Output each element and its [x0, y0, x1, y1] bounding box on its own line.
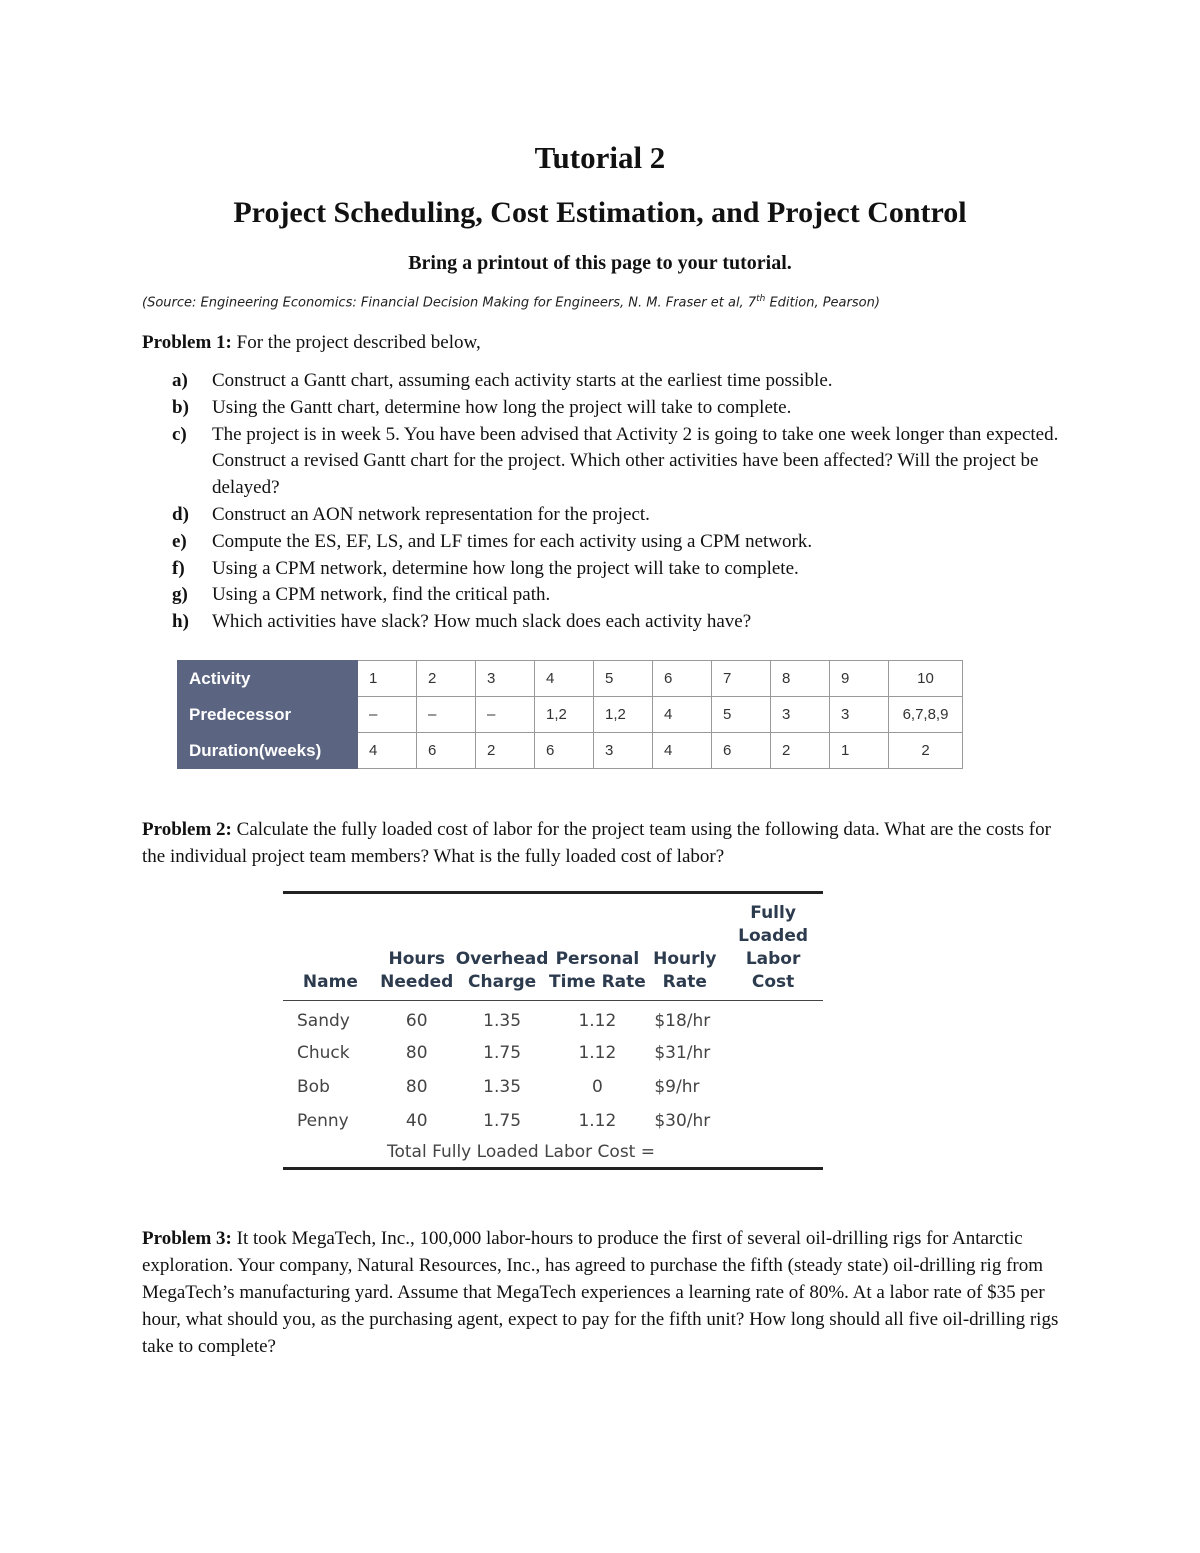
row-header: Activity [178, 661, 358, 697]
table-cell: 1,2 [594, 697, 653, 733]
list-item: a) Construct a Gantt chart, assuming each activity starts at the earliest time possible. [172, 370, 833, 391]
table-cell: 3 [594, 733, 653, 769]
table-cell: 1 [830, 733, 889, 769]
table-cell: 6 [417, 733, 476, 769]
table-cell: – [476, 697, 535, 733]
instruction-text: Bring a printout of this page to your tutorial. [408, 252, 792, 274]
cell-overhead: 1.35 [483, 1011, 522, 1031]
cell-fully-loaded [723, 1001, 823, 1038]
activity-table [177, 660, 963, 769]
cell-name: Sandy [297, 1011, 350, 1031]
total-label: Total Fully Loaded Labor Cost = [283, 1137, 823, 1169]
table-cell: 4 [653, 697, 712, 733]
table-row-duration [178, 733, 963, 769]
table-cell: 9 [830, 661, 889, 697]
table-cell: 3 [771, 697, 830, 733]
cell-personal: 1.12 [578, 1111, 617, 1131]
problem-3-label: Problem 3: [142, 1228, 232, 1249]
table-cell: 6 [653, 661, 712, 697]
row-header: Predecessor [178, 697, 358, 733]
problem-2-text: Problem 2: Calculate the fully loaded cost of labor for the project team using the following data. What are the costs for the individual project team members? What is the fully loaded cost of labor? [142, 819, 1051, 867]
table-cell: 2 [771, 733, 830, 769]
cell-personal: 1.12 [578, 1011, 617, 1031]
table-row [283, 1037, 823, 1069]
list-item: d) Construct an AON network representation for the project. [172, 503, 650, 525]
source-citation: (Source: Engineering Economics: Financial Decision Making for Engineers, N. M. Fraser et al, 7th Edition, Pearson) [142, 294, 880, 311]
table-cell: 6 [712, 733, 771, 769]
table-cell: 10 [889, 661, 963, 697]
table-cell: 4 [358, 733, 417, 769]
table-cell: 6,7,8,9 [889, 697, 963, 733]
problem-1-label: Problem 1: [142, 332, 232, 353]
page-subtitle: Project Scheduling, Cost Estimation, and Project Control [233, 196, 967, 229]
table-cell: 1,2 [535, 697, 594, 733]
cell-rate: $18/hr [654, 1011, 711, 1031]
cell-fully-loaded [723, 1037, 823, 1069]
table-cell: 2 [476, 733, 535, 769]
list-item: f) Using a CPM network, determine how long the project will take to complete. [172, 557, 799, 579]
labor-cost-table [283, 891, 823, 1170]
cell-fully-loaded [723, 1105, 823, 1137]
table-cell: – [358, 697, 417, 733]
labor-cost-table-wrap [283, 891, 823, 1170]
table-cell: 8 [771, 661, 830, 697]
list-item: b) Using the Gantt chart, determine how long the project will take to complete. [172, 396, 792, 418]
table-cell: 2 [417, 661, 476, 697]
list-item: e) Compute the ES, EF, LS, and LF times for each activity using a CPM network. [172, 530, 813, 552]
cell-name: Bob [297, 1077, 330, 1097]
table-cell: 6 [535, 733, 594, 769]
list-item: c) The project is in week 5. You have been advised that Activity 2 is going to take one week longer than expected. Construct a revised Gantt chart for the project. Which other activities have been affected? Will the project be delayed? [172, 423, 1059, 499]
table-header-row [283, 893, 823, 1001]
cell-name: Chuck [297, 1043, 350, 1063]
cell-fully-loaded [723, 1069, 823, 1105]
table-cell: 4 [535, 661, 594, 697]
table-cell: 5 [594, 661, 653, 697]
cell-hours: 80 [405, 1077, 428, 1097]
table-cell: 4 [653, 733, 712, 769]
page-title: Tutorial 2 [534, 140, 666, 175]
list-item: g) Using a CPM network, find the critical path. [172, 584, 551, 606]
problem-1-tasks [172, 368, 1062, 636]
row-header: Duration(weeks) [178, 733, 358, 769]
cell-rate: $9/hr [654, 1077, 700, 1097]
cell-overhead: 1.75 [483, 1043, 522, 1063]
column-header-name: Name [283, 893, 378, 1001]
cell-hours: 80 [405, 1043, 428, 1063]
cell-hours: 60 [405, 1011, 428, 1031]
table-cell: – [417, 697, 476, 733]
column-header-overhead: Overhead Charge [456, 893, 549, 1001]
column-header-hourly: Hourly Rate [646, 893, 723, 1001]
column-header-hours: Hours Needed [378, 893, 456, 1001]
problem-2-label: Problem 2: [142, 819, 232, 840]
cell-overhead: 1.75 [483, 1111, 522, 1131]
table-cell: 3 [476, 661, 535, 697]
table-row [283, 1105, 823, 1137]
table-cell: 7 [712, 661, 771, 697]
table-row [283, 1001, 823, 1038]
table-cell: 1 [358, 661, 417, 697]
problem-1-intro: Problem 1: For the project described below, [142, 332, 481, 353]
cell-personal: 0 [591, 1077, 603, 1097]
cell-hours: 40 [405, 1111, 428, 1131]
problem-3-text: Problem 3: It took MegaTech, Inc., 100,000 labor-hours to produce the first of several oil-drilling rigs for Antarctic exploration. Your company, Natural Resources, Inc., has agreed to purchase the fifth (steady state) oil-drilling rig from MegaTech’s manufacturing yard. Assume that MegaTech experiences a learning rate of 80%. At a labor rate of $35 per hour, what should you, as the purchasing agent, expect to pay for the fifth unit? How long should all five oil-drilling rigs take to complete? [142, 1228, 1059, 1357]
table-total-row [283, 1137, 823, 1169]
column-header-fully-loaded: Fully Loaded Labor Cost [723, 893, 823, 1001]
table-row-predecessor [178, 697, 963, 733]
list-item: h) Which activities have slack? How much slack does each activity have? [172, 611, 752, 633]
cell-overhead: 1.35 [483, 1077, 522, 1097]
table-cell: 3 [830, 697, 889, 733]
cell-personal: 1.12 [578, 1043, 617, 1063]
column-header-personal: Personal Time Rate [548, 893, 646, 1001]
table-row-activity [178, 661, 963, 697]
cell-rate: $30/hr [654, 1111, 711, 1131]
cell-rate: $31/hr [654, 1043, 711, 1063]
cell-name: Penny [297, 1111, 349, 1131]
table-row [283, 1069, 823, 1105]
table-cell: 2 [889, 733, 963, 769]
table-cell: 5 [712, 697, 771, 733]
